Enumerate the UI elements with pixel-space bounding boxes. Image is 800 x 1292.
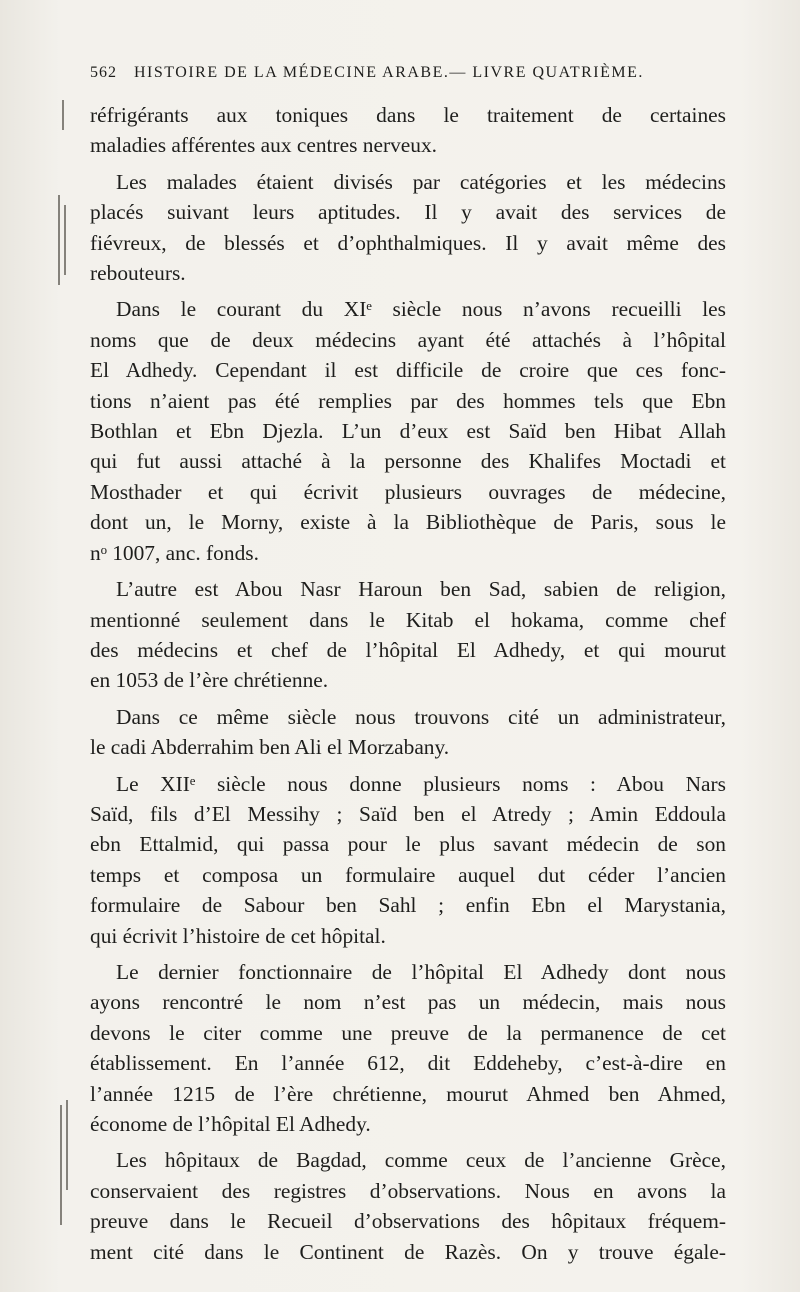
text-line: ment cité dans le Continent de Razès. On y trouve égale-	[90, 1239, 726, 1264]
pencil-mark	[62, 100, 64, 130]
text-line: El Adhedy. Cependant il est difficile de croire que ces fonc-	[90, 358, 726, 383]
pencil-mark	[66, 1100, 68, 1190]
text-line: devons le citer comme une preuve de la permanence de cet	[90, 1020, 726, 1045]
text-line: dont un, le Morny, existe à la Bibliothèque de Paris, sous le	[90, 510, 726, 535]
paragraph	[90, 167, 726, 289]
text-line: Saïd, fils d’El Messihy ; Saïd ben el Atredy ; Amin Eddoula	[90, 801, 726, 826]
text-line: Dans ce même siècle nous trouvons cité un administrateur,	[116, 704, 726, 729]
paragraph	[90, 100, 726, 161]
text-line: L’autre est Abou Nasr Haroun ben Sad, sabien de religion,	[116, 577, 726, 602]
page-number: 562	[90, 64, 117, 81]
text-line: Les hôpitaux de Bagdad, comme ceux de l’ancienne Grèce,	[116, 1148, 726, 1173]
text-line: temps et composa un formulaire auquel dut céder l’ancien	[90, 862, 726, 887]
text-line: qui écrivit l’histoire de cet hôpital.	[90, 923, 386, 948]
running-title: HISTOIRE DE LA MÉDECINE ARABE.— LIVRE QUATRIÈME.	[134, 64, 644, 81]
paragraph	[90, 574, 726, 696]
text-line: noms que de deux médecins ayant été attachés à l’hôpital	[90, 327, 726, 352]
paragraph	[90, 294, 726, 568]
text-line: qui fut aussi attaché à la personne des Khalifes Moctadi et	[90, 449, 726, 474]
text-line: maladies afférentes aux centres nerveux.	[90, 133, 438, 158]
text-line: placés suivant leurs aptitudes. Il y avait des services de	[90, 200, 726, 225]
text-line: Mosthader et qui écrivit plusieurs ouvrages de médecine,	[90, 479, 726, 504]
text-line: rebouteurs.	[90, 261, 186, 286]
text-line: Le dernier fonctionnaire de l’hôpital El Adhedy dont nous	[116, 959, 726, 984]
text-line: Les malades étaient divisés par catégories et les médecins	[116, 169, 726, 194]
text-line: en 1053 de l’ère chrétienne.	[90, 668, 329, 693]
text-line: formulaire de Sabour ben Sahl ; enfin Ebn el Marystania,	[90, 893, 726, 918]
paragraph	[90, 769, 726, 951]
text-line: ebn Ettalmid, qui passa pour le plus savant médecin de son	[90, 832, 726, 857]
body-text	[90, 100, 726, 1273]
text-line: tions n’aient pas été remplies par des hommes tels que Ebn	[90, 388, 726, 413]
text-line: preuve dans le Recueil d’observations des hôpitaux fréquem-	[90, 1209, 726, 1234]
text-line: nᵒ 1007, anc. fonds.	[90, 540, 259, 565]
text-line: économe de l’hôpital El Adhedy.	[90, 1112, 371, 1136]
paragraph	[90, 702, 726, 763]
text-line: réfrigérants aux toniques dans le traitement de certaines	[90, 103, 726, 127]
text-line: mentionné seulement dans le Kitab el hokama, comme chef	[90, 607, 726, 632]
pencil-mark	[64, 205, 66, 275]
text-line: l’année 1215 de l’ère chrétienne, mourut Ahmed ben Ahmed,	[90, 1081, 726, 1106]
paragraph	[90, 957, 726, 1139]
text-line: fiévreux, de blessés et d’ophthalmiques. Il y avait même des	[90, 230, 726, 255]
text-line: des médecins et chef de l’hôpital El Adhedy, et qui mourut	[90, 637, 726, 662]
running-header	[90, 64, 730, 82]
text-line: Le XIIᵉ siècle nous donne plusieurs noms : Abou Nars	[116, 771, 726, 796]
text-line: ayons rencontré le nom n’est pas un médecin, mais nous	[90, 990, 726, 1015]
text-line: Dans le courant du XIᵉ siècle nous n’avons recueilli les	[116, 297, 726, 322]
text-line: le cadi Abderrahim ben Ali el Morzabany.	[90, 735, 450, 760]
pencil-mark	[60, 1105, 62, 1225]
text-line: conservaient des registres d’observations. Nous en avons la	[90, 1178, 726, 1203]
pencil-mark	[58, 195, 60, 285]
paragraph	[90, 1145, 726, 1267]
text-line: Bothlan et Ebn Djezla. L’un d’eux est Saïd ben Hibat Allah	[90, 419, 726, 444]
text-line: établissement. En l’année 612, dit Eddeheby, c’est-à-dire en	[90, 1051, 726, 1076]
